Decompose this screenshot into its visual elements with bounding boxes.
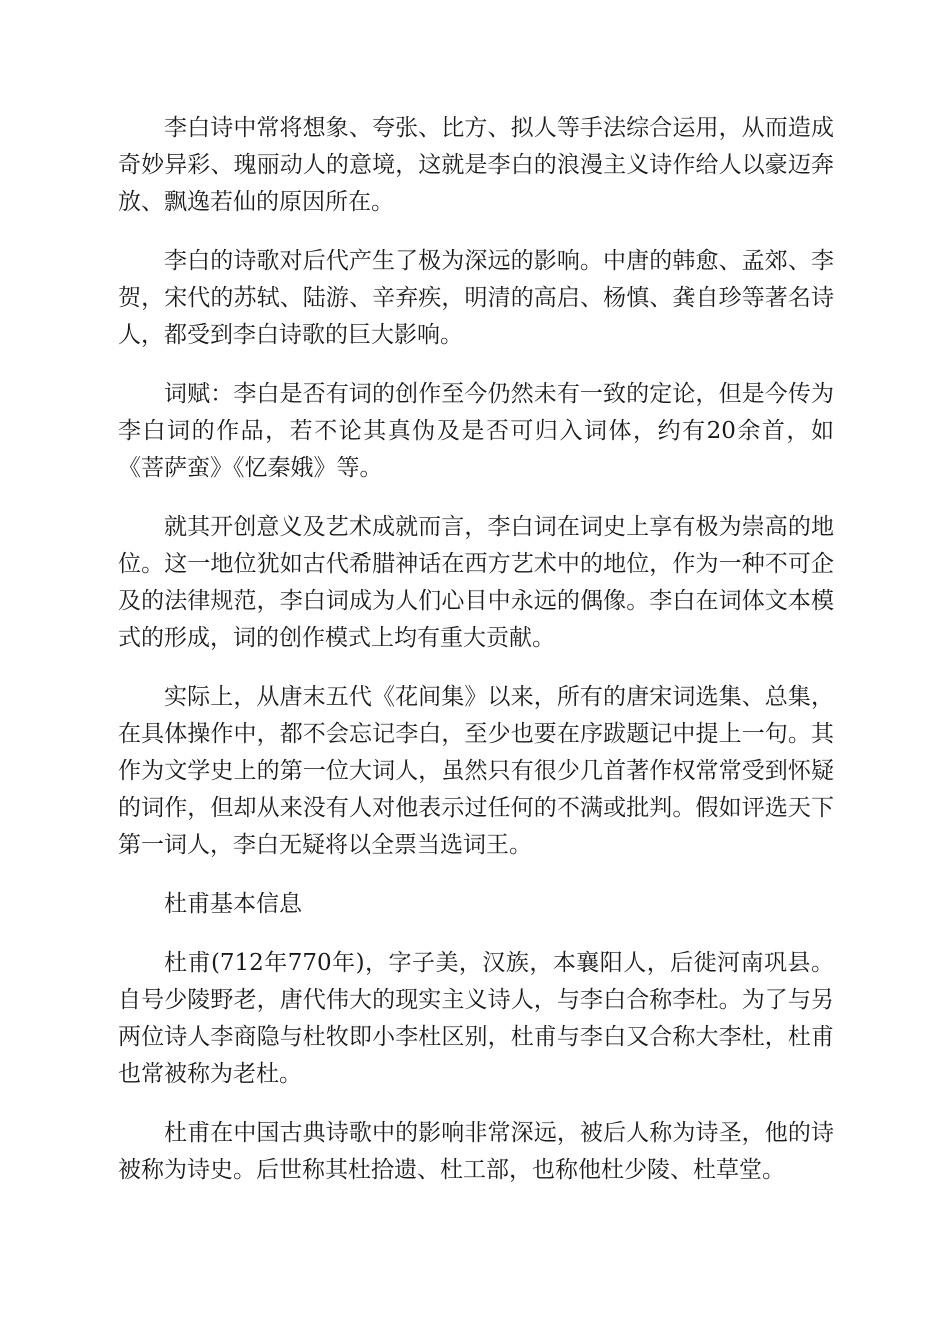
paragraph-du-fu-bio: 杜甫(712年770年)，字子美，汉族，本襄阳人，后徙河南巩县。自号少陵野老，唐代伟大的现实主义诗人，与李白合称李杜。为了与另两位诗人李商隐与杜牧即小李杜区别，杜甫与李白又合称大李杜，杜甫也常被称为老杜。	[118, 950, 834, 1087]
paragraph-li-bai-imagery: 李白诗中常将想象、夸张、比方、拟人等手法综合运用，从而造成奇妙异彩、瑰丽动人的意境，这就是李白的浪漫主义诗作给人以豪迈奔放、飘逸若仙的原因所在。	[118, 115, 834, 215]
paragraph-li-bai-ci-king: 实际上，从唐末五代《花间集》以来，所有的唐宋词选集、总集，在具体操作中，都不会忘记李白，至少也要在序跋题记中提上一句。其作为文学史上的第一位大词人，虽然只有很少几首著作权常常受到怀疑的词作，但却从来没有人对他表示过任何的不满或批判。假如评选天下第一词人，李白无疑将以全票当选词王。	[118, 684, 834, 858]
paragraph-li-bai-ci-fu: 词赋：李白是否有词的创作至今仍然未有一致的定论，但是今传为李白词的作品，若不论其真伪及是否可归入词体，约有20余首，如《菩萨蛮》《忆秦娥》等。	[118, 381, 834, 481]
section-heading-du-fu: 杜甫基本信息	[164, 891, 302, 917]
paragraph-li-bai-ci-status: 就其开创意义及艺术成就而言，李白词在词史上享有极为崇高的地位。这一地位犹如古代希腊神话在西方艺术中的地位，作为一种不可企及的法律规范，李白词成为人们心目中永远的偶像。李白在词体文本模式的形成，词的创作模式上均有重大贡献。	[118, 514, 834, 651]
paragraph-li-bai-influence: 李白的诗歌对后代产生了极为深远的影响。中唐的韩愈、孟郊、李贺，宋代的苏轼、陆游、辛弃疾，明清的高启、杨慎、龚自珍等著名诗人，都受到李白诗歌的巨大影响。	[118, 248, 834, 348]
paragraph-du-fu-influence: 杜甫在中国古典诗歌中的影响非常深远，被后人称为诗圣，他的诗被称为诗史。后世称其杜拾遗、杜工部，也称他杜少陵、杜草堂。	[118, 1120, 834, 1183]
document-body	[118, 110, 834, 1211]
